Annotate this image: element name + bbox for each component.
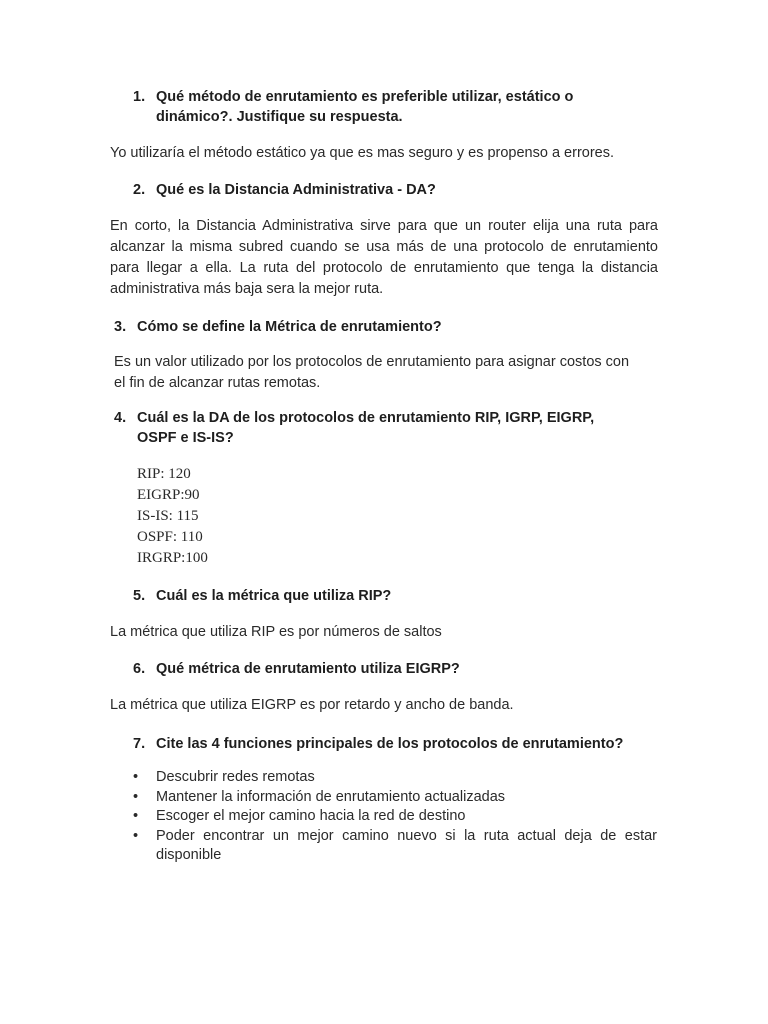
bullet-icon: • xyxy=(133,808,139,824)
question-6-number: 6. xyxy=(133,661,146,677)
question-7-number: 7. xyxy=(133,736,146,752)
list-item xyxy=(133,788,657,808)
question-1 xyxy=(133,87,613,127)
answer-5: La métrica que utiliza RIP es por números de saltos xyxy=(110,624,442,640)
question-4-text: Cuál es la DA de los protocolos de enrutamiento RIP, IGRP, EIGRP, OSPF e IS-IS? xyxy=(137,410,595,446)
answer-1: Yo utilizaría el método estático ya que es mas seguro y es propenso a errores. xyxy=(110,145,615,161)
list-item-text: Descubrir redes remotas xyxy=(156,769,315,785)
question-5-text: Cuál es la métrica que utiliza RIP? xyxy=(156,588,392,604)
answer-3: Es un valor utilizado por los protocolos de enrutamiento para asignar costos con el fin de alcanzar rutas remotas. xyxy=(114,354,630,391)
da-value-isis: IS-IS: 115 xyxy=(137,508,199,524)
list-item-text: Mantener la información de enrutamiento actualizadas xyxy=(156,788,506,805)
question-2-number: 2. xyxy=(133,182,146,198)
question-6 xyxy=(133,659,613,679)
question-3-text: Cómo se define la Métrica de enrutamiento? xyxy=(137,319,442,335)
da-value-igrp: IRGRP:100 xyxy=(137,550,208,566)
da-values-list xyxy=(137,464,208,569)
question-5-number: 5. xyxy=(133,588,146,604)
answer-6: La métrica que utiliza EIGRP es por retardo y ancho de banda. xyxy=(110,697,514,713)
question-7-text: Cite las 4 funciones principales de los protocolos de enrutamiento? xyxy=(156,736,624,752)
question-7 xyxy=(133,734,673,754)
list-item-text: Escoger el mejor camino hacia la red de destino xyxy=(156,808,466,824)
question-5 xyxy=(133,586,613,606)
functions-bullet-list xyxy=(133,768,657,866)
list-item xyxy=(133,768,657,788)
da-value-ospf: OSPF: 110 xyxy=(137,529,203,545)
list-item-text: Poder encontrar un mejor camino nuevo si la ruta actual deja de estar disponible xyxy=(156,827,657,863)
bullet-icon: • xyxy=(133,788,139,805)
question-1-text: Qué método de enrutamiento es preferible utilizar, estático o dinámico?. Justifique su respuesta. xyxy=(156,89,574,125)
question-2-text: Qué es la Distancia Administrativa - DA? xyxy=(156,182,436,198)
question-3-number: 3. xyxy=(114,319,127,335)
da-value-eigrp: EIGRP:90 xyxy=(137,487,200,503)
question-4-number: 4. xyxy=(114,410,127,426)
bullet-icon: • xyxy=(133,827,139,844)
question-3 xyxy=(114,317,614,337)
list-item xyxy=(133,827,657,866)
bullet-icon: • xyxy=(133,769,139,785)
question-1-number: 1. xyxy=(133,89,146,105)
list-item xyxy=(133,807,657,827)
question-2 xyxy=(133,180,613,200)
question-4 xyxy=(114,408,634,448)
da-value-rip: RIP: 120 xyxy=(137,466,191,482)
answer-2: En corto, la Distancia Administrativa sirve para que un router elija una ruta para alcanzar la misma subred cuando se usa más de una protocolo de enrutamiento para llegar a ella. La ruta del protocolo de enrutamiento que tenga la distancia administrativa más baja sera la mejor ruta. xyxy=(110,218,658,297)
question-6-text: Qué métrica de enrutamiento utiliza EIGRP? xyxy=(156,661,460,677)
